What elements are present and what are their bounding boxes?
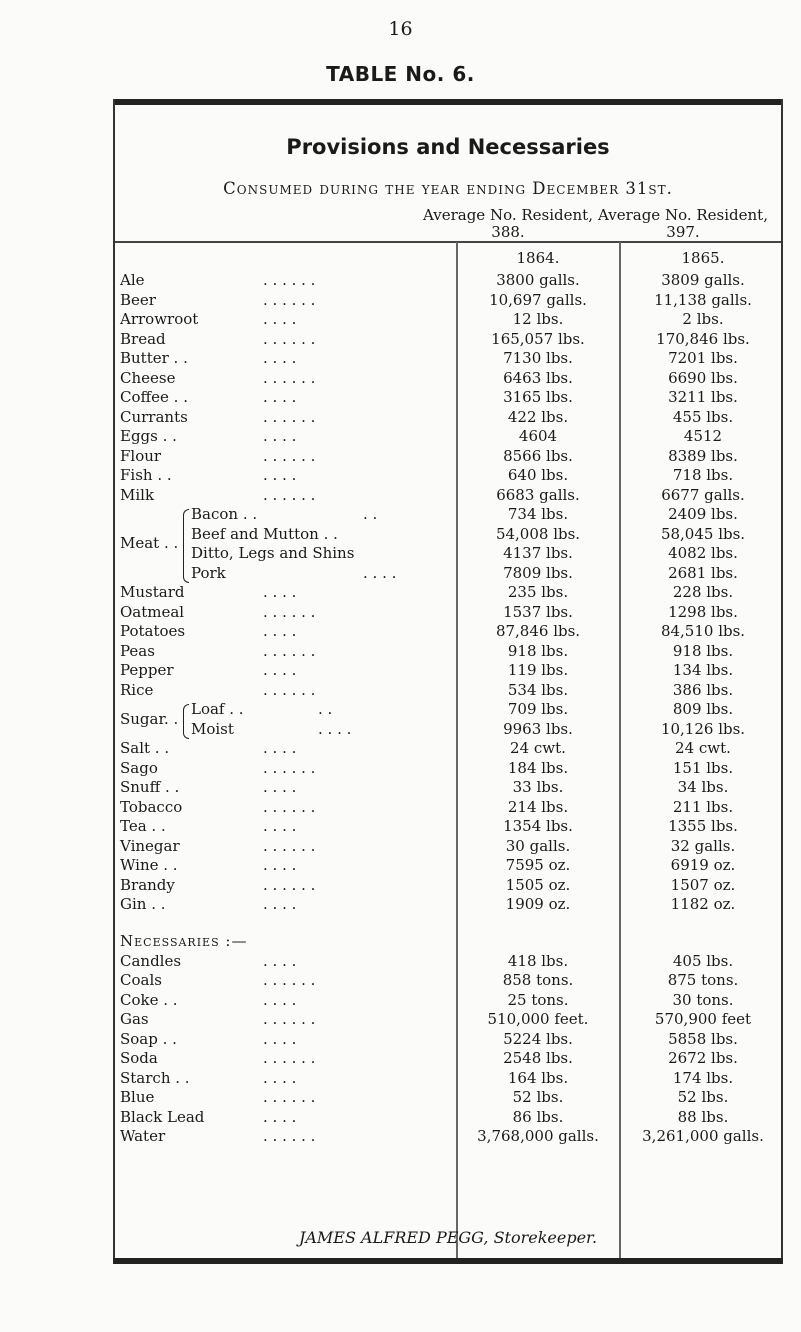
value-1865: 809 lbs.: [672, 700, 734, 718]
item-name: Coke . .: [120, 990, 178, 1009]
table-row: [113, 544, 783, 564]
value-1864: 12 lbs.: [512, 310, 564, 328]
value-1865: 570,900 feet: [654, 1010, 752, 1029]
item-name: Pork: [191, 563, 226, 582]
item-name: Eggs . .: [120, 427, 177, 445]
item-name: Currants: [120, 407, 188, 426]
value-1865: 875 tons.: [667, 971, 739, 990]
value-1865: 4512: [683, 427, 723, 445]
leader-dots: . . . . . .: [263, 1049, 316, 1068]
table-row: [113, 971, 783, 991]
top-rule: [113, 99, 783, 105]
value-1864: 8566 lbs.: [503, 446, 573, 465]
table-row: [113, 525, 783, 545]
table-subheading: Consumed during the year ending December 31st.: [223, 179, 673, 198]
value-1865: 718 lbs.: [672, 466, 734, 484]
value-1864: 418 lbs.: [507, 951, 569, 970]
value-1865: 228 lbs.: [672, 583, 734, 601]
leader-dots: . . . .: [263, 427, 297, 445]
table-row: [113, 622, 783, 642]
leader-dots: . . . . . .: [263, 1127, 316, 1146]
item-name: Tea . .: [120, 817, 166, 835]
table-row: [113, 330, 783, 350]
leader-dots: . .: [363, 505, 378, 523]
item-name: Soda: [120, 1049, 158, 1068]
item-name: Potatoes: [120, 622, 186, 640]
value-1865: 10,126 lbs.: [660, 719, 746, 738]
value-1864: 24 cwt.: [510, 739, 566, 757]
item-name: Salt . .: [120, 739, 170, 757]
value-1865: 134 lbs.: [672, 661, 734, 679]
value-1865: 2409 lbs.: [668, 505, 738, 523]
table-heading: Provisions and Necessaries: [286, 135, 610, 159]
table-row: [113, 1127, 783, 1147]
value-1864: 858 tons.: [502, 971, 574, 990]
value-1864: 1354 lbs.: [503, 817, 573, 835]
value-1864: 54,008 lbs.: [495, 524, 581, 543]
value-1865: 151 lbs.: [672, 758, 734, 777]
item-name: Pepper: [120, 661, 174, 679]
value-1864: 4604: [518, 427, 558, 445]
average-label-1864: Average No. Resident,: [423, 206, 593, 224]
leader-dots: . . . .: [263, 310, 297, 328]
table-row: [113, 681, 783, 701]
value-1865: 3809 galls.: [661, 271, 745, 289]
storekeeper-signature: JAMES ALFRED PEGG, Storekeeper.: [298, 1228, 598, 1247]
value-1864: 214 lbs.: [507, 797, 569, 816]
table-row: [113, 486, 783, 506]
item-name: Arrowroot: [120, 310, 199, 328]
value-1865: 1355 lbs.: [668, 817, 738, 835]
value-1865: 4082 lbs.: [668, 544, 738, 562]
leader-dots: . . . .: [263, 466, 297, 484]
value-1864: 640 lbs.: [507, 466, 569, 484]
value-1864: 6683 galls.: [496, 485, 580, 504]
item-name: Ditto, Legs and Shins: [191, 544, 355, 562]
item-name: Ale: [120, 271, 145, 289]
table-row: [113, 759, 783, 779]
value-1865: 5858 lbs.: [668, 1029, 738, 1048]
value-1864: 734 lbs.: [507, 505, 569, 523]
table-row: [113, 720, 783, 740]
item-name: Beef and Mutton . .: [191, 524, 338, 543]
value-1865: 34 lbs.: [677, 778, 729, 796]
value-1864: 3,768,000 galls.: [477, 1127, 599, 1146]
year-header-1865: 1865.: [681, 249, 725, 267]
item-name: Bread: [120, 329, 166, 348]
sugar-brace: [183, 704, 189, 739]
leader-dots: . . . .: [318, 719, 352, 738]
item-name: Soap . .: [120, 1029, 177, 1048]
item-name: Bacon . .: [191, 505, 258, 523]
table-row: [113, 349, 783, 369]
value-1865: 386 lbs.: [672, 680, 734, 699]
value-1865: 32 galls.: [670, 836, 736, 855]
value-1864: 165,057 lbs.: [491, 329, 585, 348]
item-name: Snuff . .: [120, 778, 180, 796]
leader-dots: . . . .: [263, 895, 297, 913]
item-name: Starch . .: [120, 1068, 190, 1087]
leader-dots: . . . . . .: [263, 836, 316, 855]
item-name: Cheese: [120, 368, 176, 387]
table-row: [113, 310, 783, 330]
leader-dots: . . . . . .: [263, 797, 316, 816]
value-1865: 2681 lbs.: [668, 563, 738, 582]
item-name: Butter . .: [120, 349, 188, 367]
value-1865: 30 tons.: [672, 990, 734, 1009]
table-row: [113, 778, 783, 798]
page-number: 16: [388, 18, 413, 40]
average-label-1865: Average No. Resident,: [598, 206, 768, 224]
value-1864: 3165 lbs.: [503, 388, 573, 406]
value-1864: 2548 lbs.: [503, 1049, 573, 1068]
leader-dots: . . . .: [363, 563, 397, 582]
table-row: [113, 447, 783, 467]
table-frame: [113, 99, 783, 1264]
value-1865: 58,045 lbs.: [660, 524, 746, 543]
sugar-group-label: Sugar. .: [120, 709, 179, 728]
value-1865: 6690 lbs.: [668, 368, 738, 387]
table-row: [113, 895, 783, 915]
value-1864: 235 lbs.: [507, 583, 569, 601]
leader-dots: . . . . . .: [263, 446, 316, 465]
item-name: Coals: [120, 971, 162, 990]
table-row: [113, 876, 783, 896]
header-rule: [115, 241, 781, 243]
value-1864: 1505 oz.: [505, 875, 571, 894]
value-1865: 52 lbs.: [677, 1088, 729, 1107]
table-row: [113, 564, 783, 584]
leader-dots: . . . . . .: [263, 1088, 316, 1107]
table-title: TABLE No. 6.: [326, 62, 475, 86]
table-row: [113, 369, 783, 389]
table-row: [113, 603, 783, 623]
table-row: [113, 466, 783, 486]
table-row: [113, 661, 783, 681]
leader-dots: . . . . . .: [263, 290, 316, 309]
item-name: Sago: [120, 758, 158, 777]
value-1865: 3,261,000 galls.: [642, 1127, 764, 1146]
leader-dots: . .: [318, 700, 333, 718]
value-1864: 7595 oz.: [505, 856, 571, 874]
table-row: [113, 991, 783, 1011]
table-row: [113, 427, 783, 447]
bottom-rule: [113, 1258, 783, 1264]
item-name: Loaf . .: [191, 700, 244, 718]
meat-group-label: Meat . .: [120, 534, 179, 553]
value-1864: 86 lbs.: [512, 1107, 564, 1126]
value-1864: 184 lbs.: [507, 758, 569, 777]
item-name: Blue: [120, 1088, 155, 1107]
item-name: Milk: [120, 485, 155, 504]
table-row: [113, 700, 783, 720]
value-1864: 1909 oz.: [505, 895, 571, 913]
leader-dots: . . . . . .: [263, 758, 316, 777]
item-name: Fish . .: [120, 466, 172, 484]
value-1864: 1537 lbs.: [503, 602, 573, 621]
average-1864: [413, 207, 603, 241]
item-name: Moist: [191, 719, 234, 738]
value-1864: 3800 galls.: [496, 271, 580, 289]
leader-dots: . . . .: [263, 1107, 297, 1126]
value-1865: 1298 lbs.: [668, 602, 738, 621]
value-1865: 3211 lbs.: [668, 388, 738, 406]
table-row: [113, 739, 783, 759]
item-name: Gin . .: [120, 895, 166, 913]
item-name: Coffee . .: [120, 388, 188, 406]
item-name: Tobacco: [120, 797, 183, 816]
value-1864: 10,697 galls.: [489, 290, 587, 309]
value-1865: 1182 oz.: [670, 895, 736, 913]
value-1865: 24 cwt.: [675, 739, 731, 757]
item-name: Candles: [120, 951, 182, 970]
value-1865: 8389 lbs.: [668, 446, 738, 465]
table-row: [113, 505, 783, 525]
value-1865: 84,510 lbs.: [660, 622, 746, 640]
leader-dots: . . . . . .: [263, 407, 316, 426]
value-1864: 164 lbs.: [507, 1068, 569, 1087]
leader-dots: . . . . . .: [263, 875, 316, 894]
item-name: Oatmeal: [120, 602, 185, 621]
table-row: [113, 1030, 783, 1050]
value-1865: 88 lbs.: [677, 1107, 729, 1126]
value-1864: 25 tons.: [507, 990, 569, 1009]
value-1864: 9963 lbs.: [503, 719, 573, 738]
value-1864: 87,846 lbs.: [495, 622, 581, 640]
table-row: [113, 583, 783, 603]
table-row: [113, 952, 783, 972]
value-1864: 4137 lbs.: [503, 544, 573, 562]
item-name: Peas: [120, 641, 155, 660]
item-name: Wine . .: [120, 856, 178, 874]
item-name: Vinegar: [120, 836, 180, 855]
value-1865: 918 lbs.: [672, 641, 734, 660]
leader-dots: . . . . . .: [263, 641, 316, 660]
table-row: [113, 1010, 783, 1030]
meat-brace: [183, 509, 189, 583]
table-row: [113, 1108, 783, 1128]
item-name: Flour: [120, 446, 162, 465]
leader-dots: . . . . . .: [263, 368, 316, 387]
item-name: Water: [120, 1127, 166, 1146]
value-1864: 7809 lbs.: [503, 563, 573, 582]
table-row: [113, 388, 783, 408]
value-1865: 6919 oz.: [670, 856, 736, 874]
average-1865: [583, 207, 783, 241]
leader-dots: . . . .: [263, 856, 297, 874]
leader-dots: . . . .: [263, 388, 297, 406]
table-row: [113, 291, 783, 311]
value-1864: 422 lbs.: [507, 407, 569, 426]
table-row: [113, 408, 783, 428]
leader-dots: . . . .: [263, 817, 297, 835]
table-row: [113, 856, 783, 876]
value-1864: 119 lbs.: [507, 661, 569, 679]
value-1864: 918 lbs.: [507, 641, 569, 660]
leader-dots: . . . .: [263, 583, 297, 601]
value-1864: 709 lbs.: [507, 700, 569, 718]
leader-dots: . . . .: [263, 951, 297, 970]
value-1865: 174 lbs.: [672, 1068, 734, 1087]
value-1864: 534 lbs.: [507, 680, 569, 699]
value-1864: 52 lbs.: [512, 1088, 564, 1107]
value-1865: 170,846 lbs.: [656, 329, 750, 348]
average-value-1864: 388.: [491, 223, 525, 241]
leader-dots: . . . . . .: [263, 602, 316, 621]
value-1864: 7130 lbs.: [503, 349, 573, 367]
value-1864: 33 lbs.: [512, 778, 564, 796]
leader-dots: . . . .: [263, 1068, 297, 1087]
leader-dots: . . . .: [263, 661, 297, 679]
leader-dots: . . . .: [263, 1029, 297, 1048]
table-row: [113, 642, 783, 662]
value-1865: 455 lbs.: [672, 407, 734, 426]
necessaries-heading: Necessaries :—: [120, 932, 248, 951]
item-name: Gas: [120, 1010, 149, 1029]
leader-dots: . . . . . .: [263, 680, 316, 699]
value-1865: 1507 oz.: [670, 875, 736, 894]
value-1865: 405 lbs.: [672, 951, 734, 970]
leader-dots: . . . . . .: [263, 1010, 316, 1029]
leader-dots: . . . .: [263, 990, 297, 1009]
value-1865: 2672 lbs.: [668, 1049, 738, 1068]
year-header-1864: 1864.: [516, 249, 560, 267]
item-name: Black Lead: [120, 1107, 205, 1126]
table-row: [113, 271, 783, 291]
item-name: Rice: [120, 680, 154, 699]
leader-dots: . . . . . .: [263, 271, 316, 289]
leader-dots: . . . .: [263, 739, 297, 757]
table-row: [113, 798, 783, 818]
value-1865: 2 lbs.: [682, 310, 724, 328]
value-1864: 6463 lbs.: [503, 368, 573, 387]
leader-dots: . . . . . .: [263, 329, 316, 348]
value-1865: 11,138 galls.: [654, 290, 752, 309]
value-1864: 5224 lbs.: [503, 1029, 573, 1048]
table-row: [113, 1049, 783, 1069]
average-value-1865: 397.: [666, 223, 700, 241]
table-row: [113, 1069, 783, 1089]
value-1864: 510,000 feet.: [487, 1010, 589, 1029]
value-1865: 6677 galls.: [661, 485, 745, 504]
leader-dots: . . . .: [263, 349, 297, 367]
leader-dots: . . . . . .: [263, 485, 316, 504]
item-name: Brandy: [120, 875, 175, 894]
value-1865: 7201 lbs.: [668, 349, 738, 367]
table-row: [113, 1088, 783, 1108]
value-1864: 30 galls.: [505, 836, 571, 855]
item-name: Mustard: [120, 583, 185, 601]
value-1865: 211 lbs.: [672, 797, 734, 816]
leader-dots: . . . .: [263, 778, 297, 796]
table-row: [113, 837, 783, 857]
table-row: [113, 817, 783, 837]
leader-dots: . . . . . .: [263, 971, 316, 990]
leader-dots: . . . .: [263, 622, 297, 640]
item-name: Beer: [120, 290, 156, 309]
